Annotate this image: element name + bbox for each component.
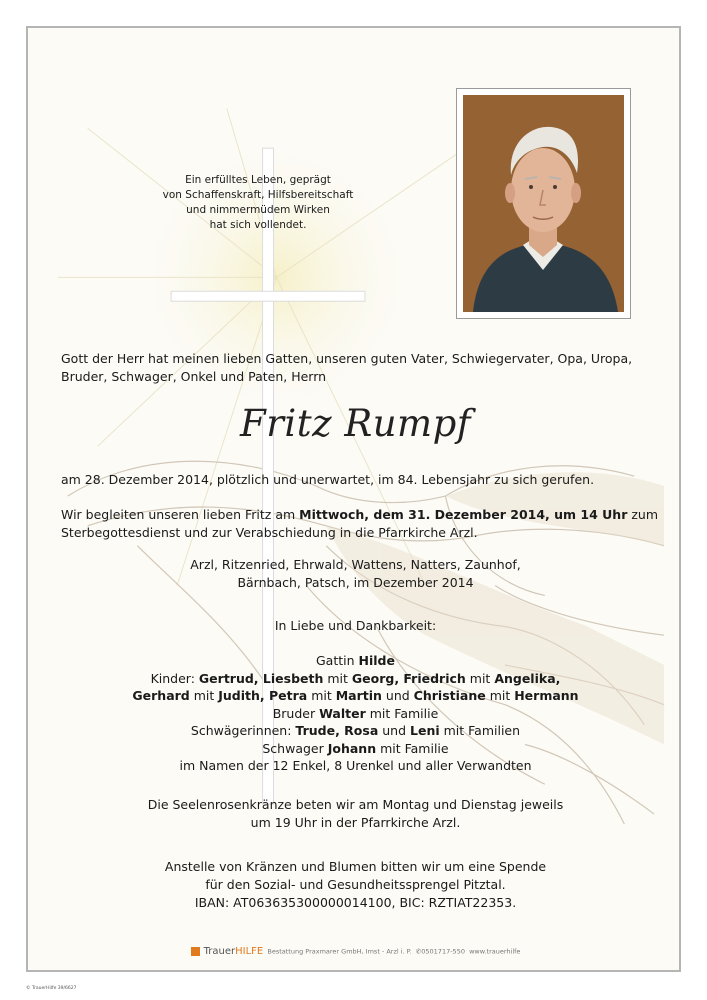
family-name: Hermann <box>514 688 579 703</box>
family-text: und <box>381 688 414 703</box>
family-text: Schwägerinnen: <box>190 723 296 738</box>
obituary-card <box>26 26 681 972</box>
place-line: Arzl, Ritzenried, Ehrwald, Wattens, Natters, Zaunhof, <box>190 557 521 572</box>
rosary-line: um 19 Uhr in der Pfarrkirche Arzl. <box>250 815 461 830</box>
family-text: mit <box>485 688 515 703</box>
family-text: Bruder <box>272 705 320 721</box>
footer-website[interactable]: www.trauerhilfe <box>469 947 521 956</box>
family-name: Gerhard <box>132 688 190 703</box>
family-name: Martin <box>335 688 382 703</box>
family-line-wife <box>28 652 681 670</box>
family-name: Johann <box>327 740 377 756</box>
family-text: mit <box>465 670 495 686</box>
brand-name <box>204 946 264 957</box>
family-text: mit <box>323 670 352 686</box>
family-name: Georg, Friedrich <box>351 670 466 686</box>
family-list <box>28 652 681 775</box>
family-name: Leni <box>410 723 440 738</box>
portrait-frame <box>456 88 631 319</box>
intro-line: Bruder, Schwager, Onkel und Paten, Herrn <box>61 369 327 384</box>
family-line-children-2 <box>28 687 681 705</box>
funeral-text: Wir begleiten unseren lieben Fritz am <box>61 507 300 522</box>
brand-name-part: HILFE <box>235 946 264 957</box>
family-name: Judith, Petra <box>218 688 308 703</box>
footer <box>28 946 681 957</box>
funeral-text: Sterbegottesdienst und zur Verabschiedung in die Pfarrkirche Arzl. <box>61 525 478 540</box>
rosary-line: Die Seelenrosenkränze beten wir am Montag und Dienstag jeweils <box>147 797 564 812</box>
donation-line: Anstelle von Kränzen und Blumen bitten wir um eine Spende <box>164 859 547 874</box>
family-name: Hilde <box>358 653 395 668</box>
deceased-name: Fritz Rumpf <box>240 402 471 445</box>
copyright-note: © TrauerHilfe 39/6627 <box>26 986 77 991</box>
family-text: und <box>378 723 410 738</box>
phone-icon: ✆ <box>415 947 422 956</box>
donation-line: für den Sozial- und Gesundheitssprengel Pitztal. <box>205 877 506 892</box>
funeral-text: zum <box>627 507 659 522</box>
family-text: Kinder: <box>150 670 199 686</box>
thanks-heading: In Liebe und Dankbarkeit: <box>274 618 437 633</box>
family-line-brother-in-law <box>28 740 681 758</box>
family-line-children <box>28 670 681 688</box>
death-notice: am 28. Dezember 2014, plötzlich und unerwartet, im 84. Lebensjahr zu sich gerufen. <box>61 472 595 487</box>
quote-line: Ein erfülltes Leben, geprägt <box>185 174 331 186</box>
donation-notice <box>28 858 681 912</box>
family-line-relatives: im Namen der 12 Enkel, 8 Urenkel und aller Verwandten <box>179 758 532 773</box>
funeral-details <box>61 506 661 542</box>
footer-company: Bestattung Praxmarer GmbH, Imst - Arzl i. P. <box>267 947 412 956</box>
family-name: Christiane <box>413 688 486 703</box>
family-name: Gertrud, Liesbeth <box>198 670 324 686</box>
brand-name-part: Trauer <box>203 946 236 957</box>
funeral-date: Mittwoch, dem 31. Dezember 2014, um 14 Uhr <box>299 507 628 522</box>
quote-line: von Schaffenskraft, Hilfsbereitschaft <box>162 189 354 201</box>
family-name: Walter <box>319 705 366 721</box>
family-text: mit Familien <box>439 723 521 738</box>
place-date <box>28 556 681 592</box>
family-name: Angelika, <box>494 670 561 686</box>
trauerhilfe-logo-icon <box>191 947 200 956</box>
portrait-photo <box>463 95 624 312</box>
family-text: mit Familie <box>365 705 439 721</box>
place-line: Bärnbach, Patsch, im Dezember 2014 <box>237 575 474 590</box>
family-line-brother <box>28 705 681 723</box>
family-text: mit Familie <box>376 740 449 756</box>
footer-phone: 0501717-550 <box>421 947 465 956</box>
quote-line: und nimmermüdem Wirken <box>186 204 330 216</box>
rosary-notice <box>28 796 681 832</box>
family-name: Trude, Rosa <box>295 723 379 738</box>
memorial-quote <box>148 173 368 233</box>
donation-bank-details: IBAN: AT063635300000014100, BIC: RZTIAT22353. <box>194 895 517 910</box>
family-text: mit <box>189 688 219 703</box>
intro-line: Gott der Herr hat meinen lieben Gatten, unseren guten Vater, Schwiegervater, Opa, Uropa, <box>61 351 633 366</box>
family-text: Gattin <box>316 653 359 668</box>
family-line-sisters-in-law <box>28 722 681 740</box>
family-text: Schwager <box>262 740 328 756</box>
quote-line: hat sich vollendet. <box>209 219 307 231</box>
family-text: mit <box>307 688 336 703</box>
intro-text <box>61 350 651 386</box>
